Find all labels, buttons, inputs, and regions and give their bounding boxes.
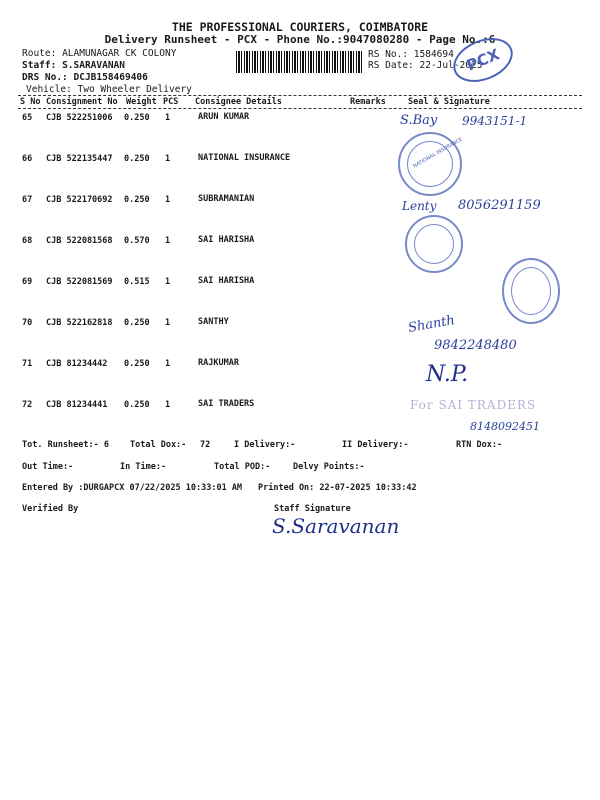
row-weight: 0.250 — [124, 195, 150, 205]
rs-date-label: RS Date: — [368, 60, 414, 71]
row-consignee: NATIONAL INSURANCE — [198, 153, 291, 163]
signature-row-65: S.Bay — [400, 113, 438, 128]
row-pcs: 1 — [165, 318, 171, 328]
staff-line — [22, 60, 125, 71]
row-sno: 65 — [22, 113, 33, 123]
row-consignment: CJB 81234442 — [46, 359, 108, 369]
row-weight: 0.250 — [124, 154, 150, 164]
seal-text: NATIONAL INSURANCE — [412, 136, 464, 170]
col-consignment: Consignment No — [46, 97, 118, 107]
drs-value: DCJB158469406 — [73, 72, 148, 83]
row-consignment: CJB 522162818 — [46, 318, 113, 328]
out-time: Out Time:- — [22, 462, 74, 472]
row-pcs: 1 — [165, 154, 171, 164]
row-consignee: SANTHY — [198, 317, 229, 327]
row-weight: 0.250 — [124, 318, 150, 328]
header-rule-bottom — [18, 108, 582, 109]
verified-by: Verified By — [22, 504, 79, 514]
pcx-stamp: PCX — [447, 30, 519, 90]
sai-traders-stamp: For SAI TRADERS — [410, 398, 537, 412]
printed-on: Printed On: 22-07-2025 10:33:42 — [258, 483, 417, 493]
staff-signature: S.Saravanan — [272, 514, 400, 538]
total-dox-value: 72 — [200, 440, 211, 450]
in-time: In Time:- — [120, 462, 167, 472]
rs-date-value: 22-Jul-2025 — [419, 60, 483, 71]
col-weight: Weight — [126, 97, 157, 107]
staff-label: Staff: — [22, 60, 57, 71]
row-weight: 0.570 — [124, 236, 150, 246]
signature-row-70: Shanth — [407, 313, 456, 336]
handwritten-phone-1: 9943151-1 — [462, 114, 528, 128]
header-rule-top — [18, 95, 582, 96]
vehicle-line — [26, 84, 192, 95]
row-pcs: 1 — [165, 113, 171, 123]
delvy-points: Delvy Points:- — [293, 462, 365, 472]
entered-by: Entered By :DURGAPCX 07/22/2025 10:33:01 AM — [22, 483, 243, 493]
seal-stamp-3 — [502, 258, 560, 324]
total-pod: Total POD:- — [214, 462, 271, 472]
route-label: Route: — [22, 48, 57, 59]
col-seal-signature: Seal & Signature — [408, 97, 490, 107]
row-sno: 66 — [22, 154, 33, 164]
ii-delivery: II Delivery:- — [342, 440, 409, 450]
drs-label: DRS No.: — [22, 72, 68, 83]
row-sno: 71 — [22, 359, 33, 369]
route-line — [22, 48, 176, 59]
row-pcs: 1 — [165, 359, 171, 369]
row-consignment: CJB 522081568 — [46, 236, 113, 246]
row-weight: 0.250 — [124, 359, 150, 369]
row-consignee: SUBRAMANIAN — [198, 194, 255, 204]
barcode — [236, 51, 364, 73]
row-consignee: RAJKUMAR — [198, 358, 239, 368]
row-consignment: CJB 522081569 — [46, 277, 113, 287]
row-consignment: CJB 81234441 — [46, 400, 108, 410]
vehicle-value: Two Wheeler Delivery — [77, 84, 192, 95]
row-consignee: SAI HARISHA — [198, 235, 255, 245]
col-sno: S No — [20, 97, 41, 107]
tot-runsheet: Tot. Runsheet:- 6 — [22, 440, 109, 450]
col-remarks: Remarks — [350, 97, 386, 107]
row-pcs: 1 — [165, 236, 171, 246]
row-weight: 0.250 — [124, 113, 150, 123]
vehicle-label: Vehicle: — [26, 84, 72, 95]
staff-value: S.SARAVANAN — [62, 60, 125, 71]
row-consignee: SAI TRADERS — [198, 399, 255, 409]
row-weight: 0.515 — [124, 277, 150, 287]
i-delivery: I Delivery:- — [234, 440, 296, 450]
seal-stamp-2 — [405, 215, 463, 273]
route-value: ALAMUNAGAR CK COLONY — [62, 48, 177, 59]
row-consignment: CJB 522135447 — [46, 154, 113, 164]
row-sno: 70 — [22, 318, 33, 328]
handwritten-phone-2: 8056291159 — [458, 198, 541, 213]
row-sno: 69 — [22, 277, 33, 287]
rtn-dox: RTN Dox:- — [456, 440, 503, 450]
row-consignee: ARUN KUMAR — [198, 112, 250, 122]
drs-line — [22, 72, 148, 83]
row-weight: 0.250 — [124, 400, 150, 410]
handwritten-phone-3: 9842248480 — [434, 338, 517, 353]
signature-row-67: Lenty — [402, 199, 437, 213]
row-pcs: 1 — [165, 277, 171, 287]
col-pcs: PCS — [163, 97, 179, 107]
runsheet-subtitle: Delivery Runsheet - PCX - Phone No.:9047080280 - Page No.:6 — [104, 33, 496, 46]
row-consignee: SAI HARISHA — [198, 276, 255, 286]
company-title: THE PROFESSIONAL COURIERS, COIMBATORE — [171, 20, 429, 34]
col-consignee: Consignee Details — [195, 97, 282, 107]
total-dox-label: Total Dox:- — [130, 440, 187, 450]
row-consignment: CJB 522170692 — [46, 195, 113, 205]
rs-no-line — [368, 49, 454, 60]
rs-no-label: RS No.: — [368, 49, 409, 60]
row-sno: 67 — [22, 195, 33, 205]
signature-row-71: N.P. — [426, 362, 469, 387]
row-sno: 72 — [22, 400, 33, 410]
rs-no-value: 1584694 — [413, 49, 454, 60]
staff-signature-label: Staff Signature — [274, 504, 351, 514]
handwritten-phone-4: 8148092451 — [470, 420, 540, 433]
row-pcs: 1 — [165, 195, 171, 205]
row-sno: 68 — [22, 236, 33, 246]
row-pcs: 1 — [165, 400, 171, 410]
row-consignment: CJB 522251006 — [46, 113, 113, 123]
